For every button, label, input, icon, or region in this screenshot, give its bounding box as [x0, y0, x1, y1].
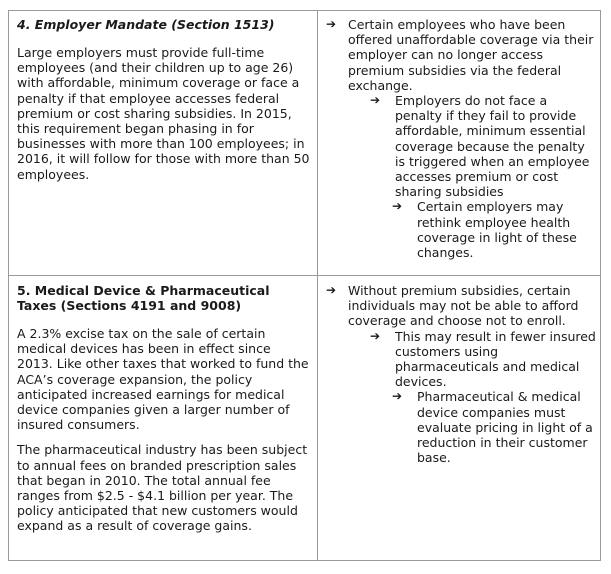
arrow-right-icon: ➔ [392, 199, 403, 214]
row-divider [8, 275, 601, 276]
impact-bullet-level-3 [392, 199, 596, 260]
table-top-border [8, 10, 601, 11]
impact-bullet-level-3 [392, 389, 596, 465]
section-heading: 4. Employer Mandate (Section 1513) [17, 17, 275, 32]
impact-bullet-level-1 [322, 17, 596, 93]
arrow-right-icon: ➔ [370, 328, 381, 343]
bullet-text: Certain employees who have been offered unaffordable coverage via their employer can no longer access premium subsidies via the federal exchange. [348, 17, 594, 93]
section-paragraph: Large employers must provide full-time employees (and their children up to age 26) with affordable, minimum coverage or face a penalty if that employee accesses federal premium or cost sharing subsidies. In 2015, this requirement began phasing in for businesses with more than 100 employees; in 2016, it will follow for those with more than 50 employees. [17, 45, 310, 182]
row-2-impact-cell [322, 283, 596, 465]
arrow-right-icon: ➔ [370, 93, 381, 108]
bullet-text: This may result in fewer insured customers using pharmaceuticals and medical devices. [395, 328, 596, 390]
bullet-text: Employers do not face a penalty if they fail to provide affordable, minimum essential coverage because the penalty is triggered when an employee accesses premium or cost sharing subsidies [395, 93, 590, 200]
bullet-text: Without premium subsidies, certain individuals may not be able to afford coverage and choose not to enroll. [348, 283, 579, 329]
row-1-impact-cell [322, 17, 596, 260]
row-1-description-cell [17, 17, 310, 192]
table-border-left [8, 10, 9, 561]
row-2-description-cell [17, 283, 310, 544]
section-paragraph: The pharmaceutical industry has been subject to annual fees on branded prescription sales that began in 2010. The total annual fee ranges from $2.5 - $4.1 billion per year. The policy anticipated that new customers would expand as a result of coverage gains. [17, 442, 308, 534]
column-divider [317, 10, 318, 561]
bullet-text: Certain employers may rethink employee health coverage in light of these changes. [417, 199, 577, 261]
arrow-right-icon: ➔ [326, 17, 337, 31]
table-bottom-border [8, 560, 601, 561]
policy-table [8, 10, 601, 561]
section-heading: 5. Medical Device & Pharmaceutical Taxes (Sections 4191 and 9008) [17, 283, 270, 313]
impact-bullet-level-2 [370, 93, 596, 199]
section-paragraph: A 2.3% excise tax on the sale of certain medical devices has been in effect since 2013. Like other taxes that worked to fund the ACA’s coverage expansion, the policy anticipated increased earnings for medical device companies given a larger number of insured consumers. [17, 326, 309, 433]
arrow-right-icon: ➔ [326, 283, 337, 297]
arrow-right-icon: ➔ [392, 389, 403, 404]
impact-bullet-level-1 [322, 283, 596, 329]
impact-bullet-level-2 [370, 329, 596, 390]
bullet-text: Pharmaceutical & medical device companies must evaluate pricing in light of a reduction in their customer base. [417, 389, 593, 466]
table-border-right [600, 10, 601, 561]
